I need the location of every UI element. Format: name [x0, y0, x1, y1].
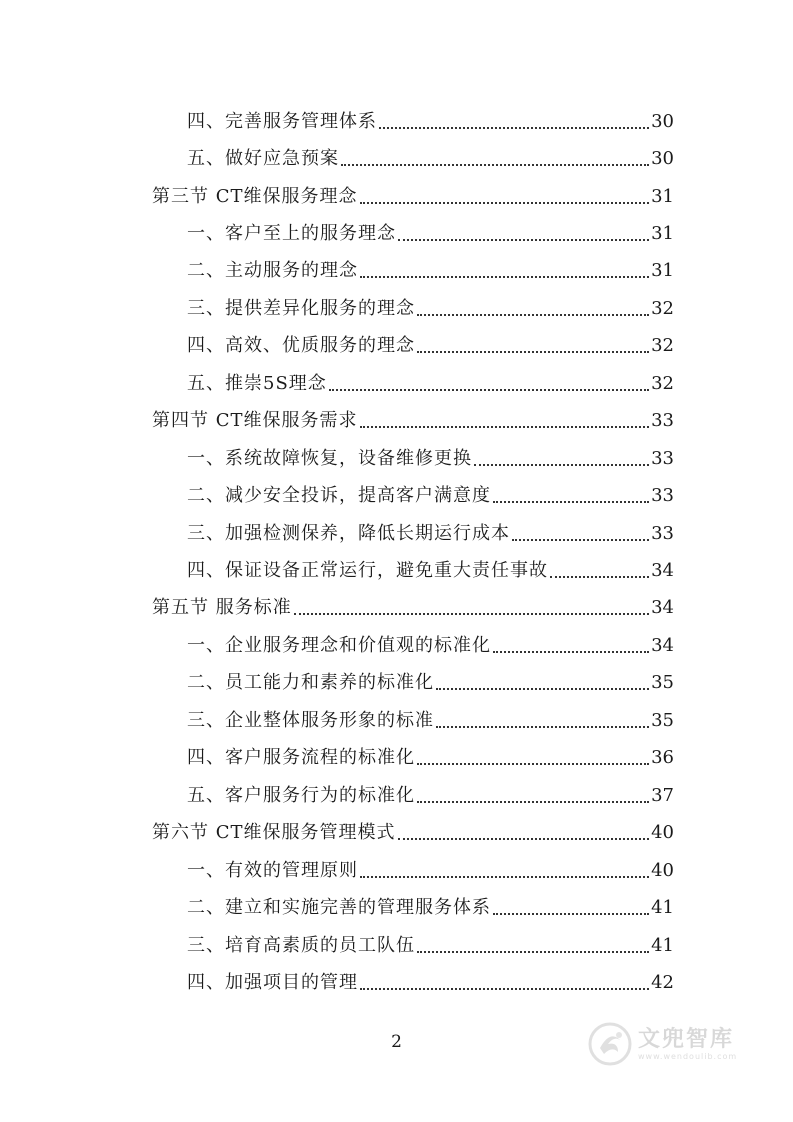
toc-entry[interactable] [187, 665, 674, 695]
toc-entry[interactable] [187, 853, 674, 883]
watermark-url: www.wendoulib.com [638, 1051, 738, 1061]
dot-leader [493, 913, 649, 915]
toc-entry-title: 四、保证设备正常运行，避免重大责任事故 [187, 560, 548, 581]
dot-leader [493, 501, 649, 503]
dot-leader [436, 726, 649, 728]
toc-entry-page: 32 [651, 298, 674, 319]
toc-entry-page: 34 [651, 560, 674, 581]
toc-entry[interactable] [187, 478, 674, 508]
toc-entry[interactable] [187, 104, 674, 134]
toc-entry-page: 33 [651, 448, 674, 469]
dot-leader [329, 389, 649, 391]
toc-entry-title: 一、有效的管理原则 [187, 860, 358, 881]
dot-leader [417, 801, 649, 803]
toc-entry-title: 二、员工能力和素养的标准化 [187, 672, 434, 693]
toc-entry-title: 二、主动服务的理念 [187, 260, 358, 281]
page-number: 2 [391, 1032, 402, 1052]
toc-entry-title: 三、加强检测保养，降低长期运行成本 [187, 523, 510, 544]
dot-leader [360, 202, 650, 204]
dot-leader [550, 576, 649, 578]
toc-entry-page: 40 [651, 822, 674, 843]
toc-section-entry[interactable] [152, 179, 674, 209]
dot-leader [417, 351, 649, 353]
dot-leader [360, 988, 649, 990]
toc-entry-page: 30 [651, 111, 674, 132]
toc-entry[interactable] [187, 141, 674, 171]
toc-entry-title: 五、客户服务行为的标准化 [187, 785, 415, 806]
toc-entry-page: 35 [651, 710, 674, 731]
toc-entry-page: 33 [651, 523, 674, 544]
toc-entry[interactable] [187, 366, 674, 396]
toc-entry-page: 42 [651, 972, 674, 993]
toc-entry-page: 34 [651, 635, 674, 656]
dot-leader [360, 276, 649, 278]
toc-entry-title: 四、高效、优质服务的理念 [187, 335, 415, 356]
toc-entry[interactable] [187, 965, 674, 995]
toc-entry-title: 一、系统故障恢复，设备维修更换 [187, 448, 472, 469]
toc-entry-page: 33 [651, 410, 674, 431]
toc-entry-page: 32 [651, 335, 674, 356]
toc-entry-page: 30 [651, 148, 674, 169]
toc-entry-page: 41 [651, 935, 674, 956]
toc-entry[interactable] [187, 328, 674, 358]
toc-entry[interactable] [187, 890, 674, 920]
toc-entry-page: 41 [651, 897, 674, 918]
dot-leader [417, 314, 649, 316]
toc-entry-title: 三、培育高素质的员工队伍 [187, 935, 415, 956]
watermark-text [638, 1028, 737, 1061]
dot-leader [417, 951, 649, 953]
toc-entry-title: 四、加强项目的管理 [187, 972, 358, 993]
toc-section-entry[interactable] [152, 403, 674, 433]
dot-leader [360, 876, 649, 878]
watermark-logo-icon [588, 1022, 632, 1066]
toc-entry-page: 31 [651, 260, 674, 281]
dot-leader [379, 127, 649, 129]
toc-entry-page: 32 [651, 373, 674, 394]
dot-leader [341, 164, 649, 166]
toc-entry[interactable] [187, 628, 674, 658]
dot-leader [436, 688, 649, 690]
toc-entry-title: 第五节 服务标准 [152, 597, 292, 618]
toc-entry-page: 40 [651, 860, 674, 881]
toc-entry-page: 37 [651, 785, 674, 806]
dot-leader [398, 838, 650, 840]
toc-entry[interactable] [187, 253, 674, 283]
toc-entry-title: 二、建立和实施完善的管理服务体系 [187, 897, 491, 918]
toc-entry-page: 31 [651, 186, 674, 207]
toc-entry-title: 五、推崇5S理念 [187, 373, 327, 394]
toc-entry[interactable] [187, 778, 674, 808]
toc-entry[interactable] [187, 516, 674, 546]
dot-leader [417, 763, 649, 765]
dot-leader [493, 651, 649, 653]
watermark-name: 文兜智库 [638, 1026, 735, 1052]
toc-entry-title: 第六节 CT维保服务管理模式 [152, 822, 396, 843]
dot-leader [398, 239, 649, 241]
toc-entry-title: 四、完善服务管理体系 [187, 111, 377, 132]
toc-entry-title: 二、减少安全投诉，提高客户满意度 [187, 485, 491, 506]
toc-entry[interactable] [187, 291, 674, 321]
toc-entry-title: 三、企业整体服务形象的标准 [187, 710, 434, 731]
toc-entry[interactable] [187, 740, 674, 770]
toc-entry[interactable] [187, 441, 674, 471]
toc-entry-title: 第四节 CT维保服务需求 [152, 410, 358, 431]
toc-entry-page: 35 [651, 672, 674, 693]
dot-leader [512, 539, 649, 541]
toc-entry-page: 34 [651, 597, 674, 618]
toc-entry-title: 四、客户服务流程的标准化 [187, 747, 415, 768]
toc-section-entry[interactable] [152, 815, 674, 845]
toc-entry-page: 31 [651, 223, 674, 244]
toc-entry-title: 五、做好应急预案 [187, 148, 339, 169]
toc-entry-title: 一、客户至上的服务理念 [187, 223, 396, 244]
toc-entry-title: 一、企业服务理念和价值观的标准化 [187, 635, 491, 656]
toc-entry-title: 三、提供差异化服务的理念 [187, 298, 415, 319]
toc-entry[interactable] [187, 553, 674, 583]
toc-section-entry[interactable] [152, 590, 674, 620]
toc-entry-page: 36 [651, 747, 674, 768]
dot-leader [474, 464, 649, 466]
toc-entry[interactable] [187, 928, 674, 958]
dot-leader [294, 613, 649, 615]
watermark [588, 1018, 758, 1070]
toc-entry-title: 第三节 CT维保服务理念 [152, 186, 358, 207]
toc-entry[interactable] [187, 216, 674, 246]
toc-entry[interactable] [187, 703, 674, 733]
dot-leader [360, 426, 650, 428]
toc-entry-page: 33 [651, 485, 674, 506]
